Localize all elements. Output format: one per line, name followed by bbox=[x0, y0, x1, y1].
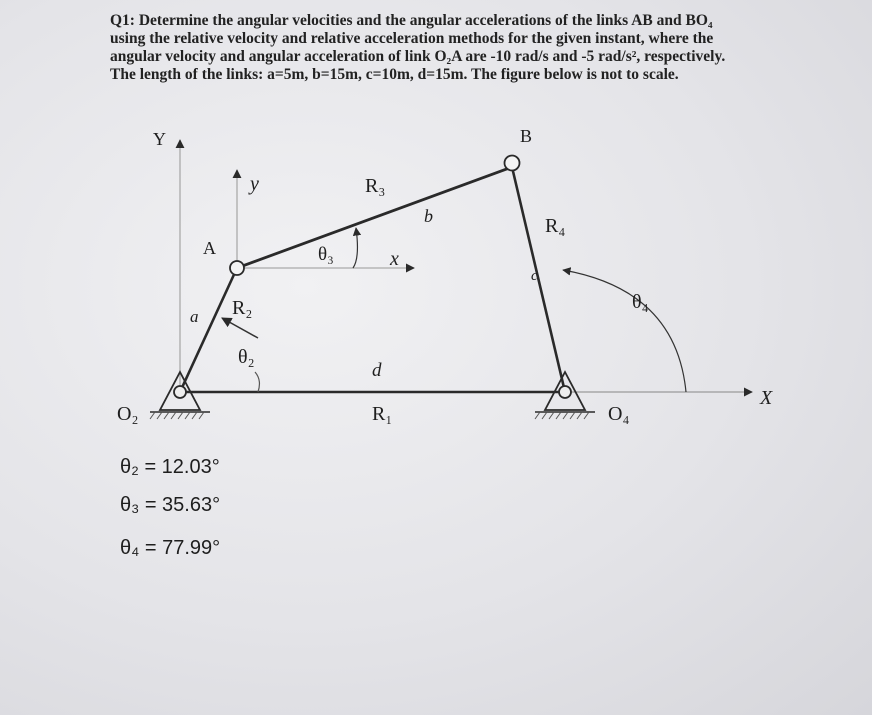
label-theta4: θ₄ bbox=[632, 291, 649, 313]
result-theta2: θ₂ = 12.03° bbox=[120, 456, 220, 478]
label-b: b bbox=[424, 206, 433, 226]
label-theta2: θ₂ bbox=[238, 346, 255, 368]
label-theta3: θ₃ bbox=[318, 244, 334, 265]
link-r4-bo4 bbox=[512, 167, 565, 392]
label-R1: R₁ bbox=[372, 403, 393, 425]
label-x-local: x bbox=[390, 248, 399, 270]
theta2-arc bbox=[255, 372, 259, 392]
r2-direction-arrow bbox=[222, 318, 258, 338]
label-O4: O₄ bbox=[608, 403, 630, 425]
label-B: B bbox=[520, 126, 533, 146]
question-line: using the relative velocity and relative acceleration methods for the given instant, where the bbox=[110, 30, 714, 47]
result-theta3: θ₃ = 35.63° bbox=[120, 494, 221, 516]
label-A: A bbox=[203, 238, 216, 258]
label-Y: Y bbox=[153, 129, 166, 149]
question-line: The length of the links: a=5m, b=15m, c=10m, d=15m. The figure below is not to scale. bbox=[110, 66, 679, 83]
link-r2-o2a bbox=[180, 268, 237, 392]
label-O2: O₂ bbox=[117, 403, 139, 425]
result-theta4: θ₄ = 77.99° bbox=[120, 537, 221, 559]
question-line: Q1: Determine the angular velocities and the angular accelerations of the links AB and BO₄ bbox=[110, 12, 713, 29]
theta3-arc bbox=[353, 228, 357, 268]
pin-b bbox=[505, 156, 520, 171]
label-R4: R₄ bbox=[545, 215, 566, 237]
label-a: a bbox=[190, 307, 199, 326]
label-d: d bbox=[372, 360, 382, 381]
ground-support-o4 bbox=[535, 372, 595, 419]
label-R2: R₂ bbox=[232, 297, 253, 319]
question-line: angular velocity and angular acceleration of link O₂A are -10 rad/s and -5 rad/s², respectively. bbox=[110, 48, 726, 65]
label-c: c bbox=[531, 268, 538, 284]
label-R3: R₃ bbox=[365, 175, 386, 197]
label-X: X bbox=[760, 387, 773, 409]
pin-a bbox=[230, 261, 244, 275]
theta4-arc bbox=[563, 270, 686, 392]
label-y-local: y bbox=[250, 173, 259, 195]
